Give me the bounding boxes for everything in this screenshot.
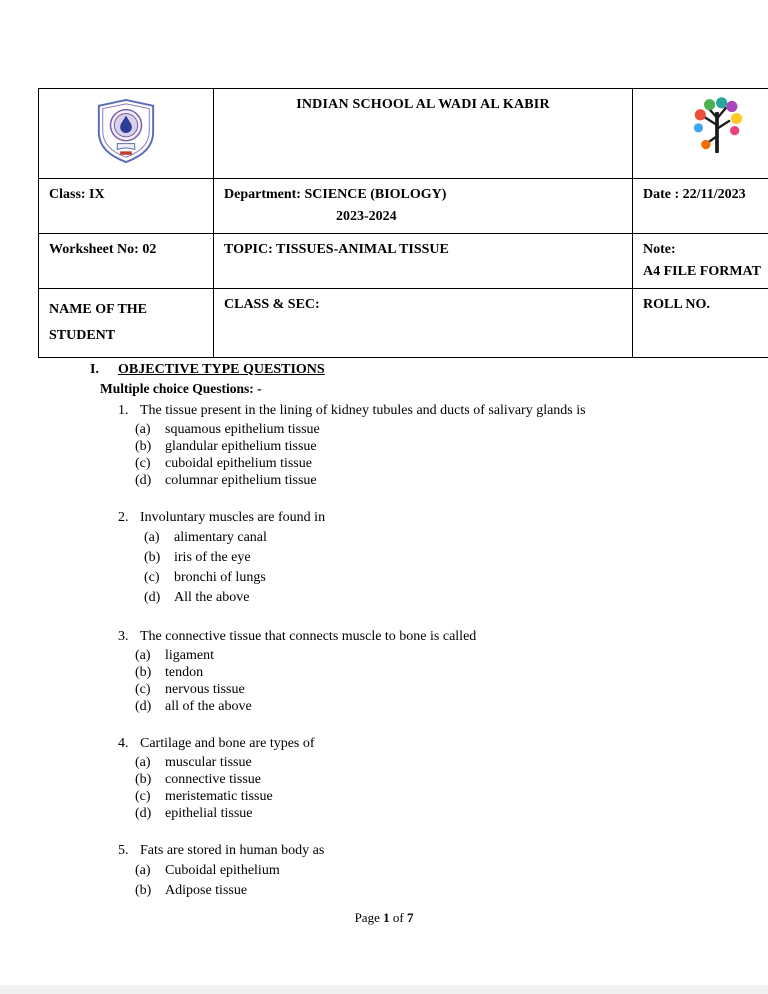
option-text: bronchi of lungs [174,570,266,585]
date-cell: Date : 22/11/2023 [633,179,768,234]
option-text: muscular tissue [165,755,252,770]
option [135,664,768,681]
question-3 [0,627,768,715]
option-label: (c) [144,570,160,585]
option-text: all of the above [165,699,252,714]
note-value: A4 FILE FORMAT [643,264,761,279]
option [135,861,768,881]
department-line1: Department: SCIENCE (BIOLOGY) [224,187,447,202]
option [135,438,768,455]
option-text: Cuboidal epithelium [165,863,280,878]
question-body: The connective tissue that connects muscle to bone is called [140,629,477,644]
question-text [118,841,768,860]
class-cell: Class: IX [39,179,214,234]
worksheet-body [0,362,768,920]
option [135,881,768,901]
department-year: 2023-2024 [336,209,397,224]
question-number: 2. [118,510,129,525]
footer-page-number: 1 [383,910,390,925]
question-text [118,734,768,753]
option-label: (b) [135,665,152,680]
option-text: Adipose tissue [165,883,248,898]
question-number: 5. [118,843,129,858]
footer-total-pages: 7 [406,910,414,925]
question-body: Fats are stored in human body as [140,843,325,858]
class-sec-cell: CLASS & SEC: [214,289,633,358]
worksheet-no-cell: Worksheet No: 02 [39,234,214,289]
option-label: (c) [135,456,151,471]
option-text: alimentary canal [174,530,267,545]
question-2 [0,508,768,608]
option-label: (d) [135,699,152,714]
options-list [118,421,768,489]
option [135,805,768,822]
option-label: (c) [135,789,151,804]
option-text: tendon [165,665,204,680]
option-label: (c) [135,682,151,697]
option [135,771,768,788]
option-label: (d) [144,590,161,605]
question-body: The tissue present in the lining of kidney tubules and ducts of salivary glands is [140,403,586,418]
option [135,588,768,608]
tree-logo-cell [633,89,768,179]
options-list [118,647,768,715]
section-heading [0,362,768,378]
option [135,698,768,715]
tree-logo [691,97,743,155]
option [135,754,768,771]
option [135,788,768,805]
option-text: epithelial tissue [165,806,253,821]
question-body: Involuntary muscles are found in [140,510,326,525]
question-number: 1. [118,403,129,418]
school-crest-logo [94,97,158,165]
student-name-cell: NAME OF THE STUDENT [39,289,214,358]
option-text: ligament [165,648,214,663]
option-label: (a) [135,863,151,878]
option [135,528,768,548]
option [135,568,768,588]
question-number: 3. [118,629,129,644]
option [135,548,768,568]
options-list [118,861,768,901]
option-label: (a) [135,755,151,770]
option-text: connective tissue [165,772,262,787]
option-label: (a) [135,648,151,663]
question-body: Cartilage and bone are types of [140,736,315,751]
option-text: meristematic tissue [165,789,273,804]
topic-cell: TOPIC: TISSUES-ANIMAL TISSUE [214,234,633,289]
section-subtitle: Multiple choice Questions: - [100,381,262,396]
question-4 [0,734,768,822]
option [135,681,768,698]
options-list [118,754,768,822]
option-text: nervous tissue [165,682,245,697]
option-label: (b) [135,772,152,787]
section-numeral: I. [90,362,99,377]
option-label: (a) [144,530,160,545]
option [135,472,768,489]
option-text: columnar epithelium tissue [165,473,317,488]
option-text: squamous epithelium tissue [165,422,320,437]
note-label: Note: [643,242,676,257]
department-cell [214,179,633,234]
option-text: iris of the eye [174,550,251,565]
option-label: (b) [135,439,152,454]
option [135,455,768,472]
option-label: (b) [135,883,152,898]
question-5 [0,841,768,901]
school-name: INDIAN SCHOOL AL WADI AL KABIR [214,89,633,179]
footer-prefix: Page [354,910,380,925]
viewport-edge [0,985,768,994]
option-text: All the above [174,590,250,605]
option [135,421,768,438]
question-text [118,401,768,420]
question-text [118,627,768,646]
question-text [118,508,768,527]
option-label: (d) [135,473,152,488]
footer-separator: of [392,910,404,925]
option [135,647,768,664]
question-number: 4. [118,736,129,751]
school-crest-cell [39,89,214,179]
section-title: OBJECTIVE TYPE QUESTIONS [118,362,325,377]
header-table [38,88,768,358]
roll-no-cell: ROLL NO. [633,289,768,358]
page-footer [0,910,768,926]
question-1 [0,401,768,489]
option-text: glandular epithelium tissue [165,439,317,454]
note-cell [633,234,768,289]
option-text: cuboidal epithelium tissue [165,456,312,471]
option-label: (b) [144,550,161,565]
option-label: (a) [135,422,151,437]
option-label: (d) [135,806,152,821]
options-list [118,528,768,608]
